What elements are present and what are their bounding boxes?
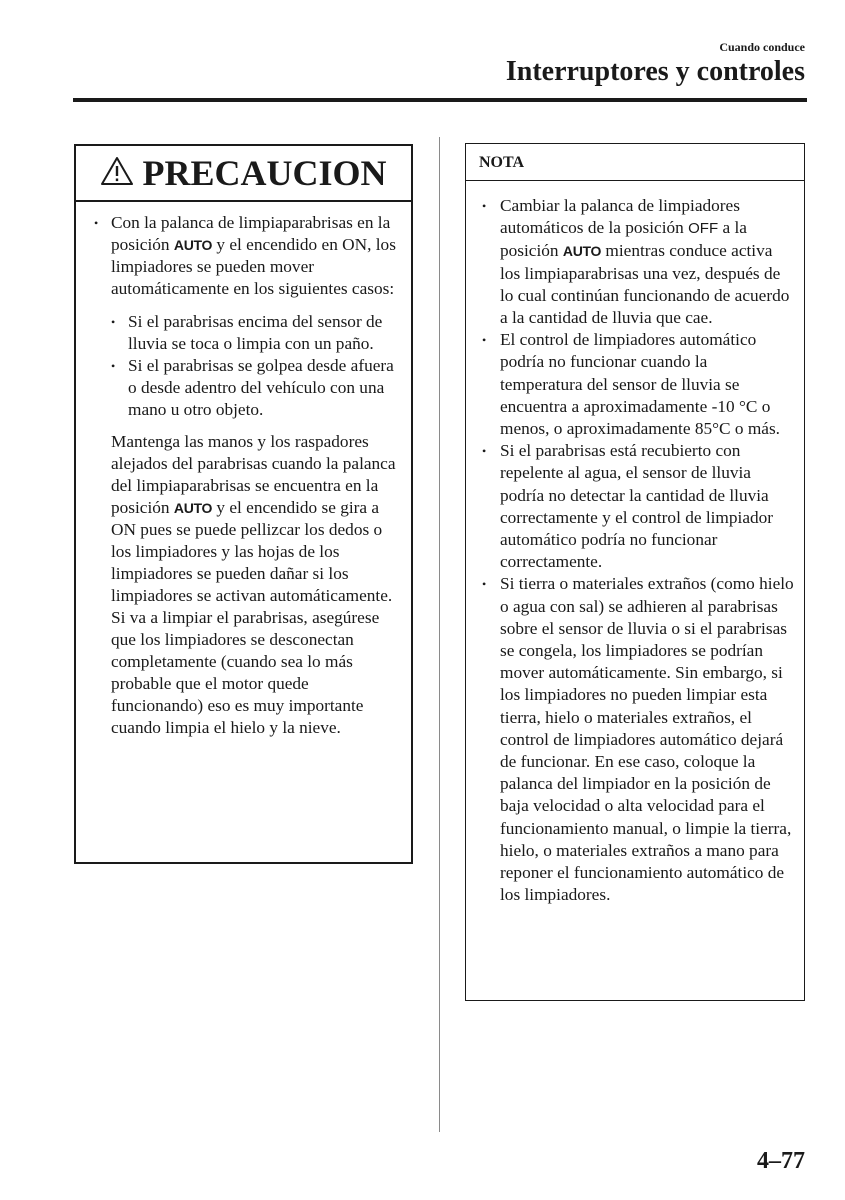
caution-paragraph-text-end: y el encendido se gira a ON pues se puede pellizcar los dedos o los limpiadores y las hojas de los limpiadores se pueden dañar si los limpiadores se activan automáticamente. [111, 498, 393, 605]
caution-bullet-text-start: Con la palanca de limpiaparabrisas en la posición [111, 213, 391, 254]
caution-paragraph-2: Si va a limpiar el parabrisas, asegúrese que los limpiadores se desconectan completamente (cuando sea lo más probable que el motor quede funcionando) eso es muy importante cuando limpia el hielo y la nieve. [111, 608, 380, 737]
page-number: 4–77 [757, 1148, 805, 1174]
caution-paragraph [92, 431, 397, 607]
caution-sub-item: • Si el parabrisas se golpea desde afuera o desde adentro del vehículo con una mano u otro objeto. [109, 355, 397, 421]
off-position-label: OFF [688, 220, 719, 238]
caution-header [76, 146, 411, 202]
column-divider [439, 137, 440, 1132]
caution-sub-list [109, 311, 397, 421]
warning-triangle-icon [100, 156, 134, 191]
page-title: Interruptores y controles [505, 56, 805, 87]
note-body [466, 181, 804, 907]
caution-box [74, 144, 413, 864]
note-item: • Si tierra o materiales extraños (como hielo o agua con sal) se adhieren al parabrisas sobre el sensor de lluvia o si el parabrisas se congela, los limpiadores se podrían mover automáticamente. Sin embargo, si los limpiadores no pueden limpiar esta tierra, hielo o materiales extraños, el control de limpiadores automático dejará de funcionar. En ese caso, coloque la palanca del limpiador en la posición de baja velocidad o alta velocidad para el funcionamiento manual, o limpie la tierra, hielo, o materiales extraños a mano para reponer el funcionamiento automático de los limpiadores. [480, 573, 794, 906]
section-label: Cuando conduce [719, 40, 805, 54]
caution-bullet [92, 212, 397, 300]
note-item-text-1: Cambiar la palanca de limpiadores automáticos de la posición [500, 196, 740, 238]
note-item [480, 195, 794, 329]
caution-paragraph-text-start: Mantenga las manos y los raspadores alejados del parabrisas cuando la palanca del limpiaparabrisas se encuentra en la posición [111, 432, 396, 517]
note-box [465, 143, 805, 1001]
note-item: • El control de limpiadores automático podría no funcionar cuando la temperatura del sensor de lluvia se encuentra a aproximadamente -10 °C o menos, o aproximadamente 85°C o más. [480, 329, 794, 440]
caution-title: PRECAUCION [142, 153, 387, 193]
auto-position-label: AUTO [173, 237, 213, 253]
auto-position-label: AUTO [562, 243, 602, 260]
caution-bullet-text-end: y el encendido en ON, los limpiadores se pueden mover automáticamente en los siguientes casos: [111, 235, 396, 298]
note-title: NOTA [466, 144, 804, 181]
note-item-text-2: a la posición [500, 218, 747, 261]
caution-sub-item: • Si el parabrisas encima del sensor de lluvia se toca o limpia con un paño. [109, 311, 397, 355]
caution-body [76, 202, 411, 739]
header-divider [73, 98, 807, 102]
note-item: • Si el parabrisas está recubierto con repelente al agua, el sensor de lluvia podría no detectar la cantidad de lluvia correctamente y el control de limpiador automático podría no funcionar correctamente. [480, 440, 794, 573]
note-item-text-3: mientras conduce activa los limpiaparabrisas una vez, después de lo cual continúan funcionando de acuerdo a la cantidad de lluvia que cae. [500, 241, 790, 328]
auto-position-label: AUTO [173, 500, 213, 516]
